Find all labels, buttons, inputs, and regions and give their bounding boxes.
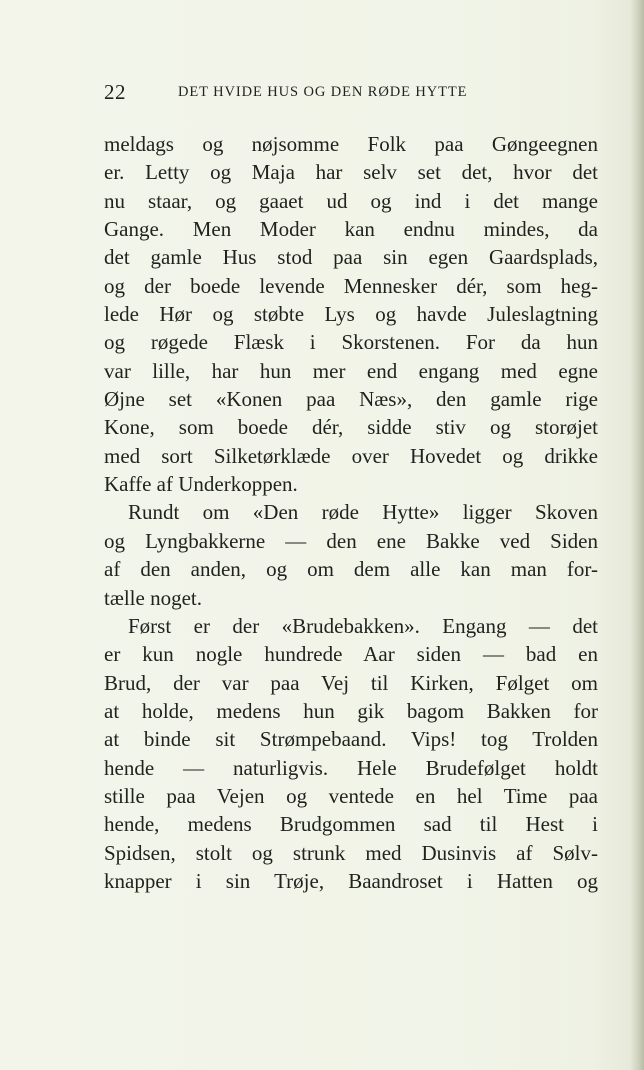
text-line: er kun nogle hundrede Aar siden — bad en bbox=[104, 642, 598, 667]
text-line: stille paa Vejen og ventede en hel Time paa bbox=[104, 783, 598, 808]
text-line: tælle noget. bbox=[104, 585, 202, 610]
text-line: at holde, medens hun gik bagom Bakken for bbox=[104, 698, 598, 723]
text-line: knapper i sin Trøje, Baandroset i Hatten og bbox=[104, 868, 598, 893]
text-line: Kaffe af Underkoppen. bbox=[104, 472, 298, 497]
text-line: Rundt om «Den røde Hytte» ligger Skoven bbox=[128, 500, 598, 525]
text-line: og Lyngbakkerne — den ene Bakke ved Siden bbox=[104, 528, 598, 553]
text-line: Kone, som boede dér, sidde stiv og storøjet bbox=[104, 415, 598, 440]
page-header bbox=[104, 80, 601, 104]
text-line: lede Hør og støbte Lys og havde Juleslagtning bbox=[104, 302, 598, 327]
page-edge-shadow bbox=[630, 0, 644, 1070]
text-line: nu staar, og gaaet ud og ind i det mange bbox=[104, 188, 598, 213]
text-line: meldags og nøjsomme Folk paa Gøngeegnen bbox=[104, 132, 598, 156]
text-line: Gange. Men Moder kan endnu mindes, da bbox=[104, 217, 598, 242]
text-line: Spidsen, stolt og strunk med Dusinvis af Sølv- bbox=[104, 840, 598, 865]
text-line: af den anden, og om dem alle kan man for- bbox=[104, 557, 598, 582]
page-number: 22 bbox=[104, 80, 126, 104]
text-line: Øjne set «Konen paa Næs», den gamle rige bbox=[104, 387, 598, 412]
text-line: og røgede Flæsk i Skorstenen. For da hun bbox=[104, 330, 598, 355]
text-line: Først er der «Brudebakken». Engang — det bbox=[128, 613, 598, 638]
text-line: var lille, har hun mer end engang med egne bbox=[104, 358, 598, 383]
text-line: hende, medens Brudgommen sad til Hest i bbox=[104, 812, 598, 837]
text-line: det gamle Hus stod paa sin egen Gaardsplads, bbox=[104, 245, 598, 270]
text-line: Brud, der var paa Vej til Kirken, Følget om bbox=[104, 670, 598, 695]
text-line: og der boede levende Mennesker dér, som heg- bbox=[104, 273, 598, 298]
text-line: at binde sit Strømpebaand. Vips! tog Trolden bbox=[104, 727, 598, 752]
text-line: hende — naturligvis. Hele Brudefølget holdt bbox=[104, 755, 598, 780]
text-line: er. Letty og Maja har selv set det, hvor det bbox=[104, 160, 598, 185]
body-text bbox=[104, 130, 598, 895]
text-line: med sort Silketørklæde over Hovedet og drikke bbox=[104, 443, 598, 468]
running-title: DET HVIDE HUS OG DEN RØDE HYTTE bbox=[178, 84, 468, 100]
